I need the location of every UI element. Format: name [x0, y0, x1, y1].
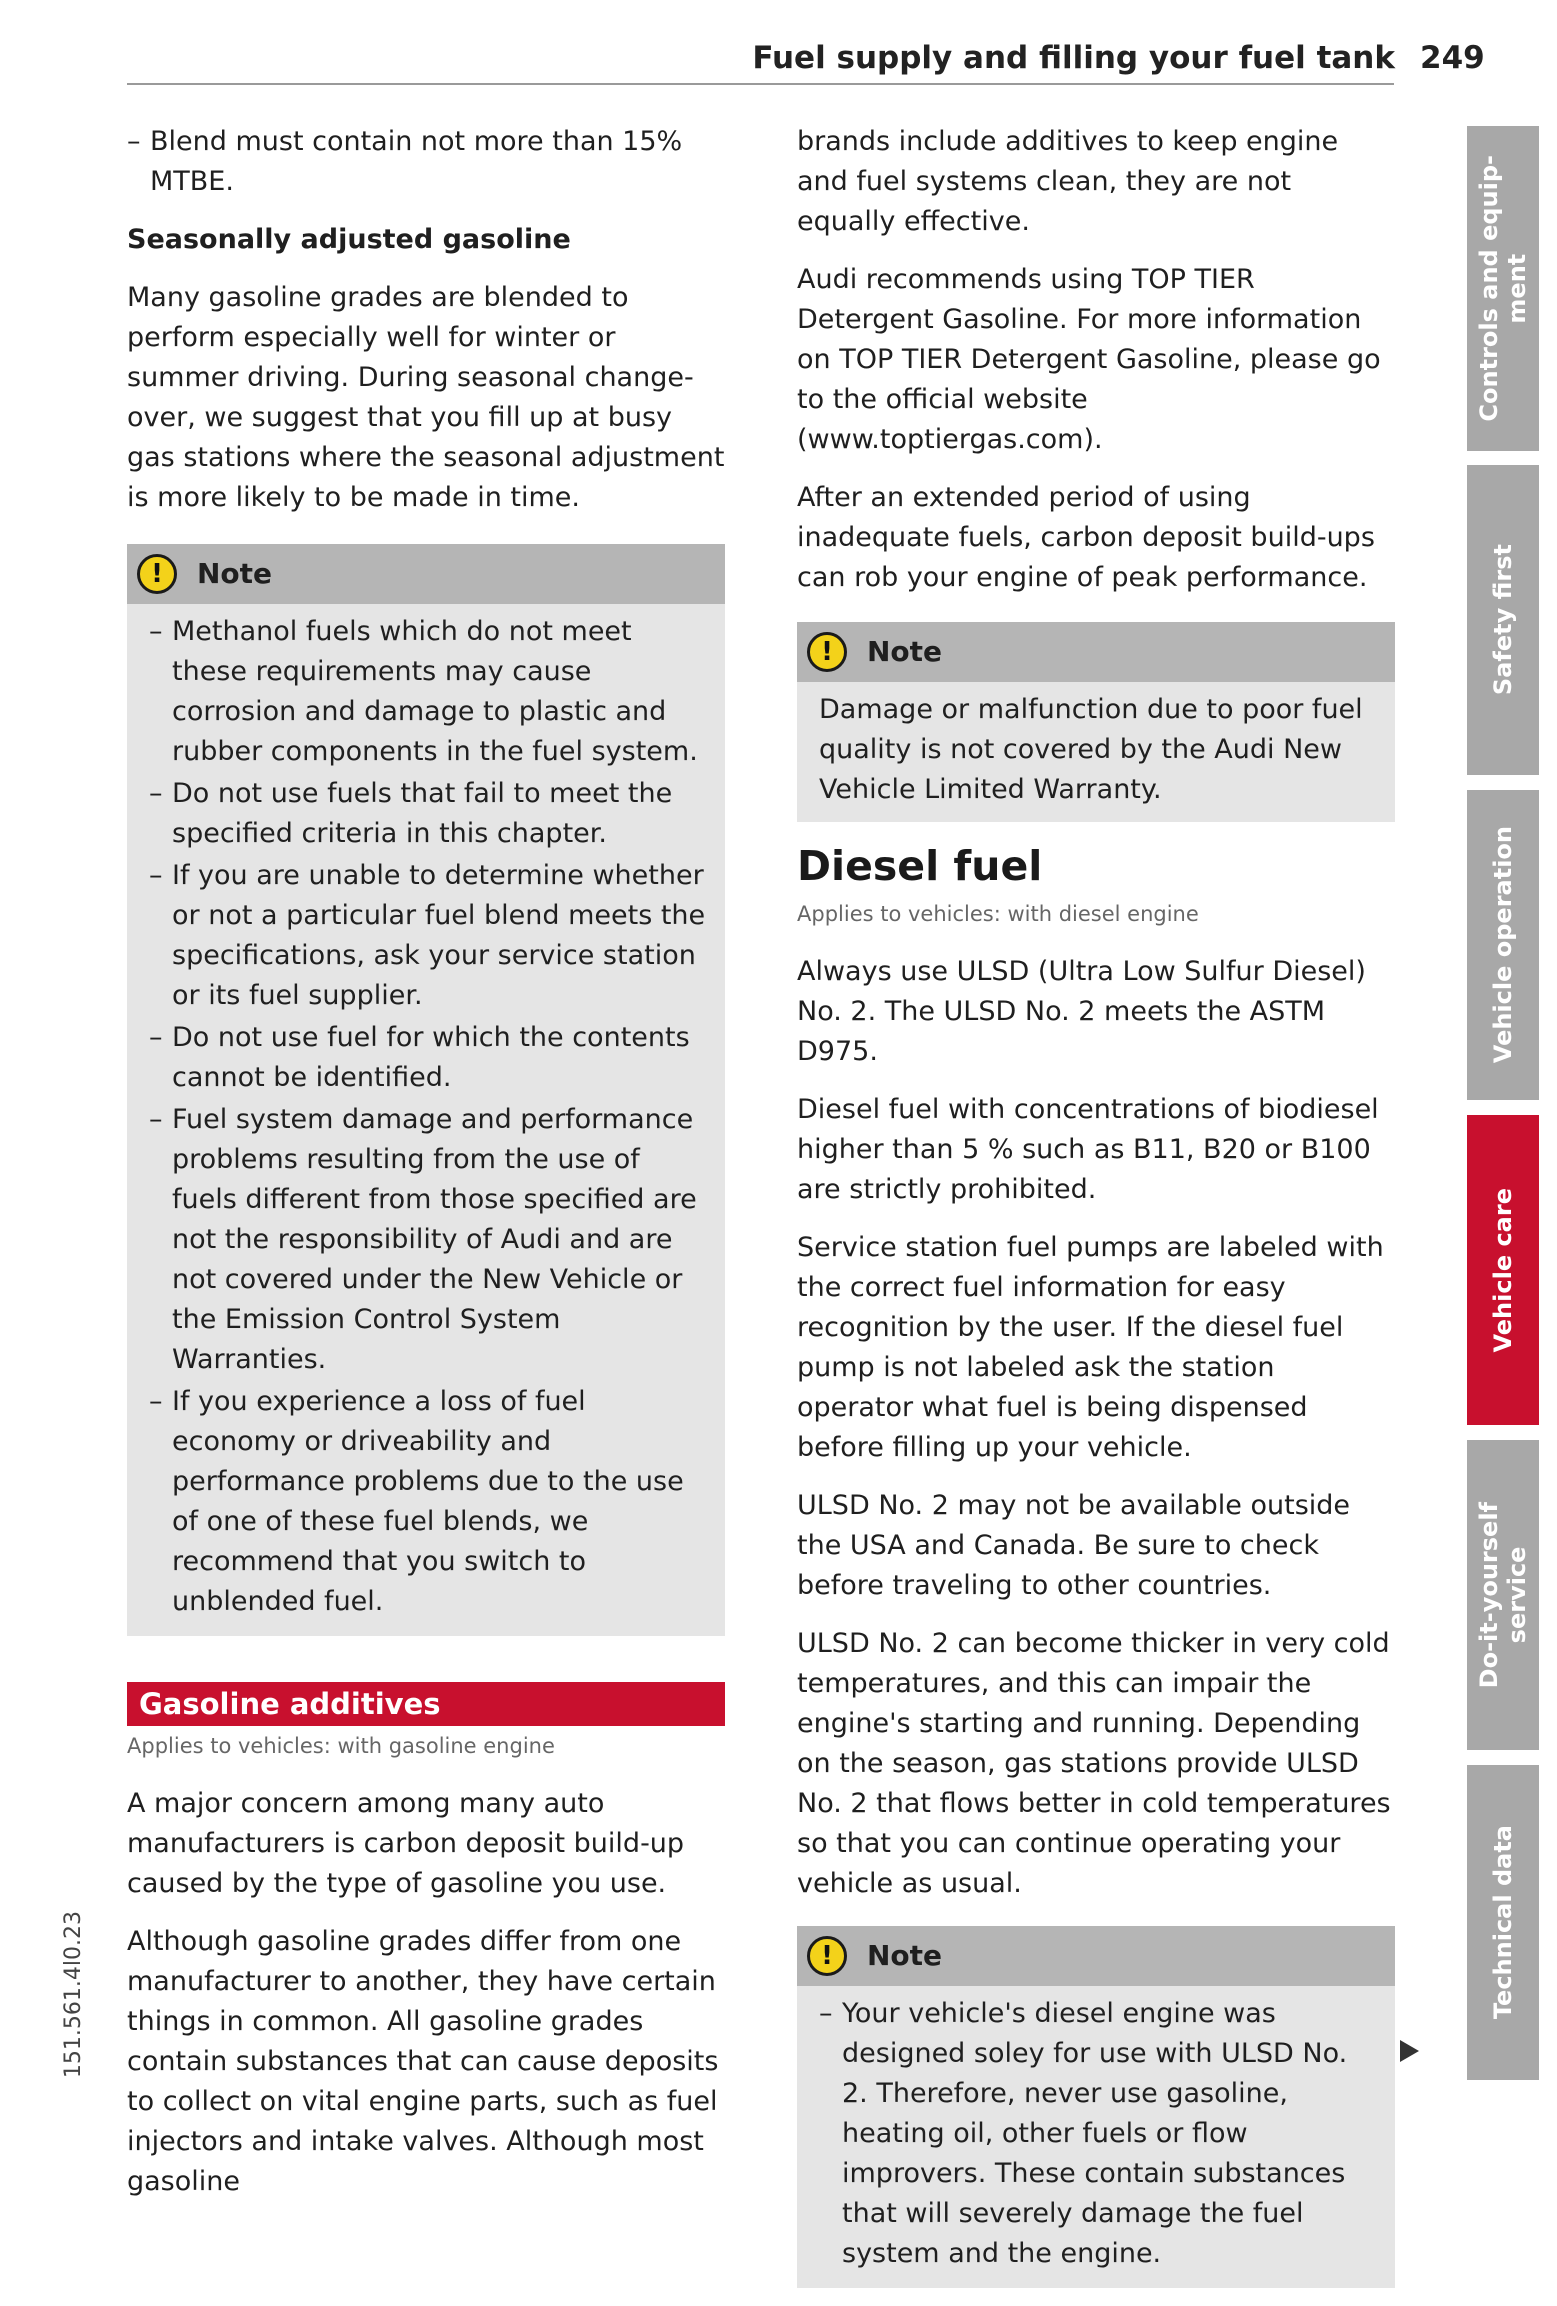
side-tab-label: Vehicle operation [1489, 826, 1517, 1064]
paragraph: Service station fuel pumps are labeled with the correct fuel information for easy recognition by the user. If the diesel fuel pump is not labeled ask the station operator what fuel is being dispensed before filling up your vehicle. [797, 1232, 1384, 1463]
list-item: – Do not use fuel for which the contents cannot be identified. [149, 1018, 709, 1098]
left-column [127, 122, 725, 2220]
note-body [797, 682, 1395, 822]
list-item: – Blend must contain not more than 15% MTBE. [127, 122, 725, 202]
side-tab-vehicle-care[interactable] [1467, 1115, 1539, 1425]
note-label: Note [197, 557, 273, 590]
page-title: Fuel supply and filling your fuel tank [752, 40, 1395, 76]
note-body [797, 1986, 1395, 2288]
note-box [797, 622, 1395, 822]
note-label: Note [867, 635, 943, 668]
paragraph: Always use ULSD (Ultra Low Sulfur Diesel) No. 2. The ULSD No. 2 meets the ASTM D975. [797, 956, 1366, 1067]
side-tab-vehicle-operation[interactable] [1467, 790, 1539, 1100]
section-heading-gasoline-additives: Gasoline additives [127, 1682, 725, 1726]
paragraph: ULSD No. 2 may not be available outside the USA and Canada. Be sure to check before traveling to other countries. [797, 1490, 1351, 1601]
continue-arrow-icon [1400, 2040, 1419, 2062]
blend-list [127, 122, 725, 202]
applies-to: Applies to vehicles: with diesel engine [797, 902, 1199, 926]
paragraph: Audi recommends using TOP TIER Detergent Gasoline. For more information on TOP TIER Detergent Gasoline, please go to the official website (www.toptiergas.com). [797, 264, 1381, 455]
applies-to: Applies to vehicles: with gasoline engine [127, 1734, 555, 1758]
side-tab-label: Vehicle care [1489, 1187, 1517, 1353]
document-code: 151.561.4l0.23 [60, 1911, 86, 2079]
side-tab-label: Safety first [1489, 544, 1517, 696]
note-list [149, 612, 709, 1622]
note-label: Note [867, 1939, 943, 1972]
side-tab-do-it-yourself-service[interactable] [1467, 1440, 1539, 1750]
note-header [127, 544, 725, 604]
list-item: – Do not use fuels that fail to meet the specified criteria in this chapter. [149, 774, 709, 854]
list-item: – If you are unable to determine whether or not a particular fuel blend meets the specifications, ask your service station or its fuel supplier. [149, 856, 709, 1016]
side-tab-label: Controls and equip- ment [1475, 155, 1531, 422]
side-tab-technical-data[interactable] [1467, 1765, 1539, 2080]
note-header [797, 622, 1395, 682]
list-item: – Methanol fuels which do not meet these requirements may cause corrosion and damage to plastic and rubber components in the fuel system. [149, 612, 709, 772]
warning-icon: ! [137, 554, 177, 594]
seasonal-heading: Seasonally adjusted gasoline [127, 224, 571, 255]
right-column [797, 122, 1395, 2306]
paragraph: Although gasoline grades differ from one manufacturer to another, they have certain things in common. All gasoline grades contain substances that can cause deposits to collect on vital engine parts, such as fuel injectors and intake valves. Although most gasoline [127, 1926, 719, 2197]
section-heading-diesel-fuel: Diesel fuel [797, 842, 1043, 890]
paragraph: brands include additives to keep engine and fuel systems clean, they are not equally effective. [797, 126, 1339, 237]
note-box [797, 1926, 1395, 2288]
page-number: 249 [1420, 40, 1485, 76]
paragraph: ULSD No. 2 can become thicker in very cold temperatures, and this can impair the engine's starting and running. Depending on the season, gas stations provide ULSD No. 2 that flows better in cold temperatures so that you can continue operating your vehicle as usual. [797, 1628, 1391, 1899]
list-item: – Fuel system damage and performance problems resulting from the use of fuels different from those specified are not the responsibility of Audi and are not covered under the New Vehicle or the Emission Control System Warranties. [149, 1100, 709, 1380]
seasonal-paragraph: Many gasoline grades are blended to perform especially well for winter or summer driving. During seasonal change-over, we suggest that you fill up at busy gas stations where the seasonal adjustment is more likely to be made in time. [127, 282, 725, 513]
list-item: – Your vehicle's diesel engine was designed soley for use with ULSD No. 2. Therefore, never use gasoline, heating oil, other fuels or flow improvers. These contain substances that will severely damage the fuel system and the engine. [819, 1994, 1379, 2274]
paragraph: Diesel fuel with concentrations of biodiesel higher than 5 % such as B11, B20 or B100 are strictly prohibited. [797, 1094, 1379, 1205]
note-text: Damage or malfunction due to poor fuel quality is not covered by the Audi New Vehicle Limited Warranty. [819, 694, 1363, 805]
note-list [819, 1994, 1379, 2274]
paragraph: A major concern among many auto manufacturers is carbon deposit build-up caused by the type of gasoline you use. [127, 1788, 685, 1899]
note-box [127, 544, 725, 1636]
warning-icon: ! [807, 1936, 847, 1976]
note-header [797, 1926, 1395, 1986]
note-body [127, 604, 725, 1636]
header-rule [127, 83, 1394, 85]
side-tab-label: Do-it-yourself service [1475, 1501, 1531, 1689]
side-tab-safety-first[interactable] [1467, 465, 1539, 775]
warning-icon: ! [807, 632, 847, 672]
list-item: – If you experience a loss of fuel economy or driveability and performance problems due to the use of one of these fuel blends, we recommend that you switch to unblended fuel. [149, 1382, 709, 1622]
side-tab-controls-and-equipment[interactable] [1467, 126, 1539, 451]
side-tab-label: Technical data [1489, 1825, 1517, 2020]
paragraph: After an extended period of using inadequate fuels, carbon deposit build-ups can rob your engine of peak performance. [797, 482, 1375, 593]
